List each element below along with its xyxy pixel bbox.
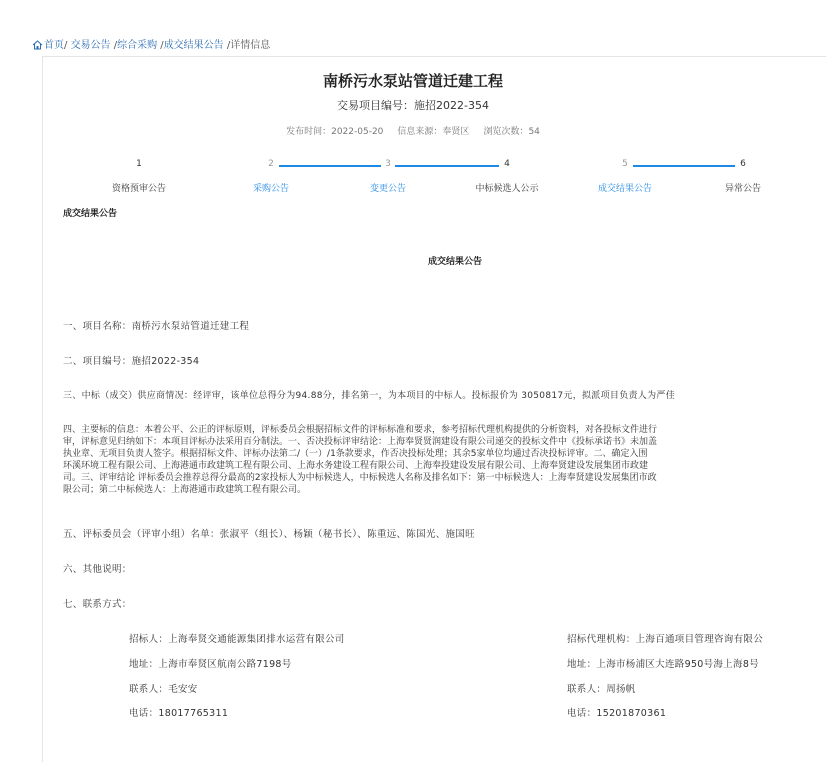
agent-phone: 电话：15201870361 [567,708,667,719]
item-evaluation-committee: 五、评标委员会（评审小组）名单：张淑平（组长）、杨颖（秘书长）、陈重远、陈国光、施国旺 [63,529,475,540]
item4-line-6: 限公司；第二中标候选人：上海港通市政建筑工程有限公司。 [63,485,307,495]
agent-address: 地址：上海市杨浦区大连路950号海上海8号 [567,659,759,670]
breadcrumb-home[interactable]: 首页 [44,40,64,51]
step-number-3: 3 [385,159,391,169]
item-other-notes: 六、其他说明： [63,564,132,575]
breadcrumb-trading-notices[interactable]: 交易公告 [70,40,111,51]
step-candidate-publicity[interactable]: 中标候选人公示 [475,184,539,194]
step-prequalification-notice[interactable]: 资格预审公告 [111,184,166,194]
step-number-4: 4 [504,159,510,169]
step-line-5-6 [633,165,735,167]
agent-contact-person: 联系人：周扬帆 [567,684,636,695]
view-count: 浏览次数：54 [483,127,540,137]
item4-line-2: 审，评标意见归纳如下：本项目评标办法采用百分制法。一、否决投标评审结论：上海奉贤贤润建设有限公司递交的投标文件中《投标承诺书》未加盖 [63,437,658,447]
section-title: 成交结果公告 [63,209,118,219]
item4-line-3: 执业章、无项目负责人签字。根据招标文件、评标办法第二/（一）/1条款要求，作否决投标处理；其余5家单位均通过否决投标评审。二、确定入围 [63,449,648,459]
step-number-1: 1 [136,159,142,169]
step-result-notice[interactable]: 成交结果公告 [597,184,652,194]
publish-time: 发布时间：2022-05-20 [286,127,384,137]
home-icon[interactable] [32,40,43,53]
step-line-2-3 [279,165,381,167]
tenderer-name: 招标人：上海奉贤交通能源集团排水运营有限公司 [129,634,345,645]
item-contact-info: 七、联系方式： [63,599,132,610]
notice-heading: 成交结果公告 [427,257,482,267]
breadcrumb-current: 详情信息 [230,40,271,51]
agent-name: 招标代理机构：上海百通项目管理咨询有限公 [567,634,764,645]
item4-line-4: 环溪环境工程有限公司、上海港通市政建筑工程有限公司、上海水务建设工程有限公司、上海奉投建设发展有限公司、上海奉贤建设发展集团市政建 [63,461,649,471]
step-change-notice[interactable]: 变更公告 [369,184,406,194]
step-line-3-4 [395,165,499,167]
page-title: 南桥污水泵站管道迁建工程 [322,72,503,90]
step-number-2: 2 [268,159,274,169]
tenderer-phone: 电话：18017765311 [129,708,229,719]
item-main-subject-info [63,424,826,496]
step-number-6: 6 [740,159,746,169]
breadcrumb-comprehensive-procurement[interactable]: 综合采购 [117,40,158,51]
item-project-code: 二、项目编号：施招2022-354 [63,356,200,367]
item4-line-5: 司。三、评审结论 评标委员会推荐总得分最高的2家投标人为中标候选人，中标候选人名称及排名如下：第一中标候选人：上海奉贤建设发展集团市政 [63,473,657,483]
item-winning-supplier: 三、中标（成交）供应商情况：经评审，该单位总得分为94.88分，排名第一，为本项目的中标人。投标报价为 3050817元，拟派项目负责人为严佳 [63,391,676,401]
tenderer-address: 地址：上海市奉贤区航南公路7198号 [129,659,292,670]
tenderer-contact-person: 联系人：毛安安 [129,684,198,695]
step-procurement-notice[interactable]: 采购公告 [252,184,289,194]
breadcrumb-result-notices[interactable]: 成交结果公告 [163,40,224,51]
project-code: 交易项目编号：施招2022-354 [337,99,489,112]
breadcrumb: 首页/ 交易公告 /综合采购 /成交结果公告 /详情信息 [32,36,270,53]
step-exception-notice[interactable]: 异常公告 [724,184,761,194]
item-project-name: 一、项目名称：南桥污水泵站管道迁建工程 [63,321,250,332]
info-source: 信息来源：奉贤区 [397,127,470,137]
meta-info [0,124,826,137]
item4-line-1: 四、主要标的信息：本着公平、公正的评标原则，评标委员会根据招标文件的评标标准和要求，参考招标代理机构提供的分析资料，对各投标文件进行 [63,425,658,435]
step-number-5: 5 [622,159,628,169]
